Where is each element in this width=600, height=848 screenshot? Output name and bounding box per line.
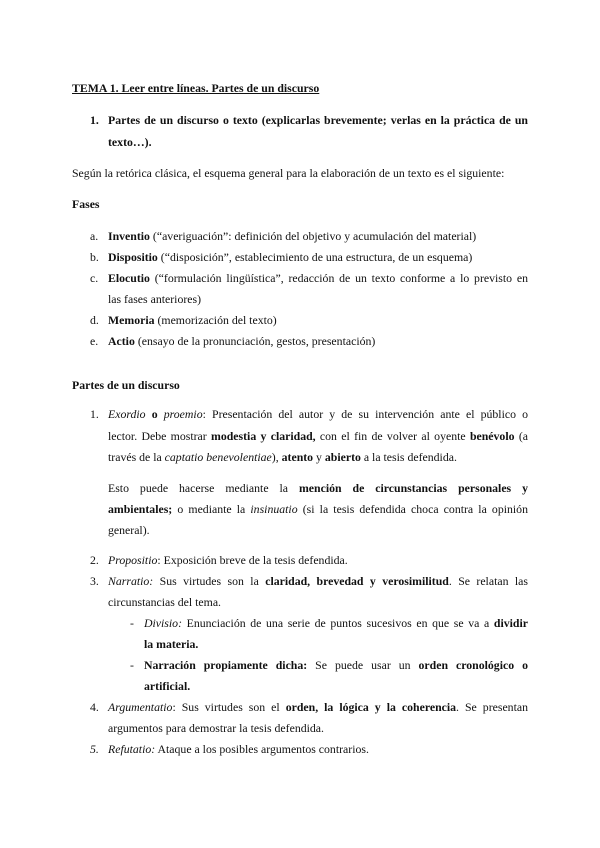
- term-exordio: Exordio: [108, 407, 146, 421]
- text-bold: atento: [281, 450, 314, 464]
- text-segment: Se puede usar un: [307, 658, 419, 672]
- text-segment: y: [313, 450, 325, 464]
- text-bold: orden, la lógica y la coherencia: [285, 700, 457, 714]
- divisio-line-2: la materia.: [144, 637, 199, 651]
- fase-desc: (memorización del texto): [154, 313, 277, 327]
- question-number: 1.: [90, 113, 99, 127]
- term-propositio: Propositio: [108, 553, 158, 567]
- text-segment: (si la tesis defendida choca contra la opinión: [297, 502, 528, 516]
- fase-marker: c.: [90, 271, 99, 285]
- text-segment: . Se presentan: [456, 700, 528, 714]
- text-segment: . Se relatan las: [448, 574, 528, 588]
- term-argumentatio: Argumentatio: [108, 700, 173, 714]
- exordio-line-3: [108, 449, 457, 465]
- fase-item-elocutio: [108, 270, 528, 286]
- fase-desc: (“averiguación”: definición del objetivo y acumulación del material): [149, 229, 477, 243]
- argumentatio-line-2: argumentos para demostrar la tesis defendida.: [108, 721, 324, 735]
- text-bold: claridad, brevedad y verosimilitud: [265, 574, 449, 588]
- text-bold: orden cronológico o: [418, 658, 528, 672]
- term-divisio: Divisio:: [144, 616, 183, 630]
- term-proemio: proemio: [163, 407, 203, 421]
- text-bold: mención de circunstancias personales y: [298, 481, 528, 495]
- fase-marker: a.: [90, 229, 99, 243]
- fase-desc: (ensayo de la pronunciación, gestos, presentación): [134, 334, 376, 348]
- fase-desc: (“formulación lingüística”, redacción de un texto conforme a lo previsto en: [149, 271, 528, 285]
- text-segment: : Exposición breve de la tesis defendida.: [157, 553, 348, 567]
- fase-item-actio: [108, 333, 375, 349]
- term-captatio: captatio benevolentiae: [164, 450, 272, 464]
- text-segment: : Presentación del autor y de su intervención ante el público o: [202, 407, 529, 421]
- fase-desc: (“disposición”, establecimiento de una estructura, de un esquema): [157, 250, 473, 264]
- text-o: o: [145, 407, 164, 421]
- exordio-line-1: [108, 406, 528, 422]
- text-segment: Esto puede hacerse mediante la: [108, 481, 299, 495]
- question-line-1: Partes de un discurso o texto (explicarlas brevemente; verlas en la práctica de un: [108, 113, 528, 127]
- text-bold: ambientales;: [108, 502, 173, 516]
- question-line-2: texto…).: [108, 135, 152, 149]
- narratio-line-1: [108, 573, 528, 589]
- document-heading: TEMA 1. Leer entre líneas. Partes de un discurso: [72, 81, 320, 95]
- parte-marker: 3.: [90, 574, 99, 588]
- fase-term: Inventio: [108, 229, 150, 243]
- text-segment: lector. Debe mostrar: [108, 429, 211, 443]
- exordio-p2-line-2: [108, 501, 528, 517]
- text-segment: ),: [271, 450, 282, 464]
- parte-marker: 4.: [90, 700, 99, 714]
- fase-term: Actio: [108, 334, 135, 348]
- fase-marker: d.: [90, 313, 99, 327]
- text-segment: (a: [514, 429, 528, 443]
- term-refutatio: Refutatio:: [108, 742, 156, 756]
- parte-marker: 2.: [90, 553, 99, 567]
- propositio-line: [108, 552, 348, 568]
- fase-item-elocutio-cont: las fases anteriores): [108, 292, 202, 306]
- text-bold: abierto: [324, 450, 361, 464]
- narracion-line-1: [144, 657, 528, 673]
- term-narratio: Narratio:: [108, 574, 154, 588]
- sub-marker: -: [130, 658, 134, 672]
- narracion-line-2: artificial.: [144, 679, 191, 693]
- fase-item-dispositio: [108, 249, 472, 265]
- intro-paragraph: Según la retórica clásica, el esquema general para la elaboración de un texto es el siguiente:: [72, 166, 505, 180]
- term-insinuatio: insinuatio: [250, 502, 298, 516]
- text-segment: Ataque a los posibles argumentos contrarios.: [155, 742, 369, 756]
- fases-title: Fases: [72, 197, 100, 211]
- fase-marker: b.: [90, 250, 99, 264]
- argumentatio-line-1: [108, 699, 528, 715]
- text-segment: o mediante la: [172, 502, 251, 516]
- text-segment: a la tesis defendida.: [360, 450, 457, 464]
- text-segment: través de la: [108, 450, 165, 464]
- refutatio-line: [108, 741, 369, 757]
- narratio-line-2: circunstancias del tema.: [108, 595, 222, 609]
- fase-term: Memoria: [108, 313, 155, 327]
- text-segment: Sus virtudes son la: [153, 574, 266, 588]
- exordio-p2-line-1: [108, 480, 528, 496]
- text-bold: dividir: [493, 616, 528, 630]
- fase-term: Dispositio: [108, 250, 158, 264]
- text-bold: Narración propiamente dicha:: [144, 658, 308, 672]
- sub-marker: -: [130, 616, 134, 630]
- fase-marker: e.: [90, 334, 99, 348]
- divisio-line-1: [144, 615, 528, 631]
- text-bold: benévolo: [469, 429, 515, 443]
- text-segment: con el fin de volver al oyente: [315, 429, 470, 443]
- fase-item-inventio: [108, 228, 476, 244]
- partes-title: Partes de un discurso: [72, 378, 180, 392]
- text-segment: Enunciación de una serie de puntos sucesivos en que se va a: [182, 616, 494, 630]
- text-bold: modestia y claridad,: [211, 429, 316, 443]
- parte-marker: 5.: [90, 742, 99, 756]
- exordio-p2-line-3: general).: [108, 523, 150, 537]
- parte-marker: 1.: [90, 407, 99, 421]
- fase-term: Elocutio: [108, 271, 150, 285]
- fase-item-memoria: [108, 312, 277, 328]
- text-segment: : Sus virtudes son el: [172, 700, 286, 714]
- exordio-line-2: [108, 428, 528, 444]
